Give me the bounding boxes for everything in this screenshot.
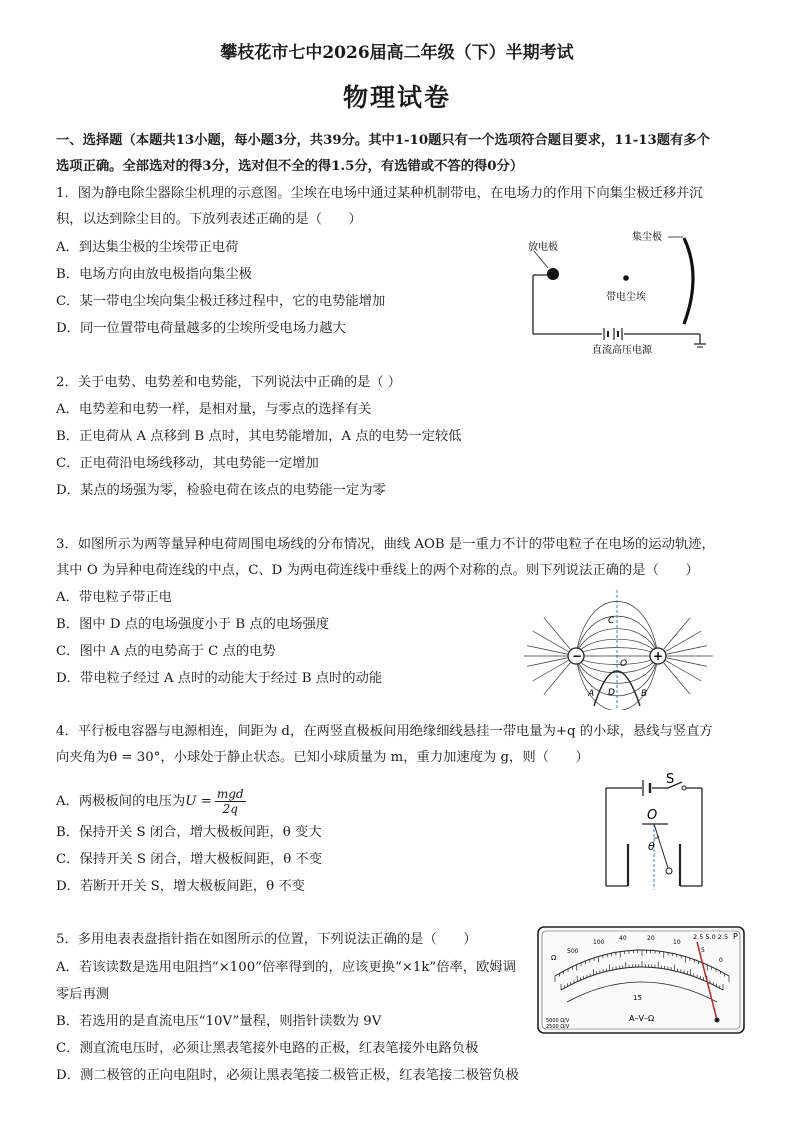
q4-formula-numerator: mgd xyxy=(216,787,244,801)
q3-field-line xyxy=(544,663,570,694)
q4-option-b: B．保持开关 S 闭合，增大极板间距，θ 变大 xyxy=(56,825,322,840)
q3-label-o: O xyxy=(620,659,628,669)
q5-option-a-line1: A．若该读数是选用电阻挡“×100”倍率得到的，应该更换“×1k”倍率，欧姆调 xyxy=(56,960,516,975)
q5-mode-label: A–V–Ω xyxy=(629,1014,655,1023)
q5-stem: 5．多用电表表盘指针指在如图所示的位置，下列说法正确的是（ ） xyxy=(56,932,477,947)
q3-stem-line1: 3．如图所示为两等量异种电荷周围电场线的分布情况，曲线 AOB 是一重力不计的带电粒子在电场的运动轨迹， xyxy=(56,537,715,552)
q1-dust-particle xyxy=(623,275,629,281)
q5-scale-label-10: 10 xyxy=(673,939,681,946)
q5-option-d: D．测二极管的正向电阻时，必须让黑表笔接二极管正极，红表笔接二极管负极 xyxy=(56,1068,519,1083)
q3-label-c: C xyxy=(608,616,615,626)
q5-corner-label: 2.5 5.0 2.5 xyxy=(693,933,729,941)
q5-option-b: B．若选用的是直流电压“10V”量程，则指针读数为 9V xyxy=(56,1014,382,1029)
q4-option-c: C．保持开关 S 闭合，增大极板间距，θ 不变 xyxy=(56,852,323,867)
q4-label-s: S xyxy=(666,772,675,787)
q5-ohm-symbol: Ω xyxy=(551,954,557,962)
q5-scale-label-0: 0 xyxy=(719,957,723,964)
q4-thread xyxy=(654,824,668,868)
q3-label-d: D xyxy=(608,688,615,698)
q4-option-a-prefix: A．两极板间的电压为 xyxy=(56,794,186,809)
q1-emitter-electrode xyxy=(547,268,559,280)
q5-spec-line1: 5000 Ω/V xyxy=(546,1018,570,1024)
q5-scale-label-40: 40 xyxy=(619,935,627,942)
q1-label-pointer xyxy=(534,251,548,268)
q1-label-emitter: 放电极 xyxy=(528,242,558,253)
q4-formula-fraction xyxy=(215,787,246,816)
q1-label-dust: 带电尘埃 xyxy=(606,292,646,303)
q1-collector-electrode xyxy=(684,238,693,324)
q5-scale-label-5: 5 xyxy=(701,947,705,954)
q1-stem-line2: 积，以达到除尘目的。下放列表述正确的是（ ） xyxy=(56,212,362,227)
q3-option-b: B．图中 D 点的电场强度小于 B 点的电场强度 xyxy=(56,617,330,632)
q3-stem-line2: 其中 O 为异种电荷连线的中点，C、D 为两电荷连线中垂线上的两个对称的点。则下列说法正确的是（ ） xyxy=(56,563,699,578)
section-instructions-line1: 一、选择题（本题共13小题，每小题3分，共39分。其中1-10题只有一个选项符合题目要求，11-13题有多个 xyxy=(56,133,710,148)
q3-field-line xyxy=(664,663,690,694)
q3-option-c: C．图中 A 点的电势高于 C 点的电势 xyxy=(56,644,276,659)
q3-field-line xyxy=(544,618,570,649)
q1-label-collector: 集尘极 xyxy=(632,232,662,243)
q4-formula-denominator: 2q xyxy=(222,802,238,816)
exam-subject: 物理试卷 xyxy=(342,83,451,112)
exam-title: 攀枝花市七中2026届高二年级（下）半期考试 xyxy=(220,43,574,63)
q3-label-a: A xyxy=(588,689,595,699)
q2-option-c: C．正电荷沿电场线移动，其电势能一定增加 xyxy=(56,456,319,471)
q5-p-label: P xyxy=(733,932,738,941)
q5-needle-pivot xyxy=(715,1018,720,1023)
q4-option-d: D．若断开开关 S，增大极板间距，θ 不变 xyxy=(56,879,305,894)
q4-charged-ball xyxy=(666,868,672,874)
q1-option-a: A．到达集尘极的尘埃带正电荷 xyxy=(56,240,239,255)
q3-field-line xyxy=(664,618,690,649)
q2-option-d: D．某点的场强为零，检验电荷在该点的电势能一定为零 xyxy=(56,483,386,498)
q5-scale-label-100: 100 xyxy=(593,939,605,946)
q5-spec-line2: 2500 Ω/V xyxy=(546,1024,570,1030)
q3-pos-sign: + xyxy=(653,649,664,663)
q3-field-line xyxy=(667,658,707,667)
q4-label-theta: θ xyxy=(648,840,655,853)
q3-option-a: A．带电粒子带正电 xyxy=(56,590,172,605)
q3-field-line xyxy=(666,631,702,652)
q1-option-b: B．电场方向由放电极指向集尘极 xyxy=(56,267,252,282)
q2-stem: 2．关于电势、电势差和电势能，下列说法中正确的是（ ） xyxy=(56,375,402,390)
q4-switch-contact xyxy=(682,786,686,790)
q4-stem-line1: 4．平行板电容器与电源相连，间距为 d，在两竖直极板间用绝缘细线悬挂一带电量为+q 的小球，悬线与竖直方 xyxy=(56,724,713,739)
q3-neg-sign: − xyxy=(572,649,583,663)
q4-formula-lhs: U = xyxy=(185,794,212,809)
q5-option-a-line2: 零后再测 xyxy=(56,987,110,1002)
q4-capacitor-figure xyxy=(598,768,718,892)
q1-label-source: 直流高压电源 xyxy=(592,345,652,356)
q5-scale-label-500: 500 xyxy=(567,948,579,955)
q1-stem-line1: 1．图为静电除尘器除尘机理的示意图。尘埃在电场中通过某种机制带电，在电场力的作用下向集尘极迁移并沉 xyxy=(56,186,703,201)
q3-field-line xyxy=(527,646,567,655)
q1-option-d: D．同一位置带电荷量越多的尘埃所受电场力越大 xyxy=(56,321,346,336)
q3-option-d: D．带电粒子经过 A 点时的动能大于经过 B 点时的动能 xyxy=(56,671,383,686)
q3-field-line xyxy=(533,661,569,682)
q2-option-b: B．正电荷从 A 点移到 B 点时，其电势能增加，A 点的电势一定较低 xyxy=(56,429,462,444)
q5-scale-label-15: 15 xyxy=(633,994,642,1002)
q2-option-a: A．电势差和电势一样，是相对量，与零点的选择有关 xyxy=(56,402,372,417)
q5-multimeter-figure xyxy=(537,926,745,1034)
q3-field-line xyxy=(666,661,702,682)
q3-field-line xyxy=(533,631,569,652)
q3-field-line xyxy=(527,658,567,667)
q4-label-o: O xyxy=(647,808,658,823)
q3-field-lines-figure xyxy=(520,588,720,710)
section-instructions-line2: 选项正确。全部选对的得3分，选对但不全的得1.5分，有选错或不答的得0分） xyxy=(56,159,524,174)
q4-stem-line2: 向夹角为θ = 30°，小球处于静止状态。已知小球质量为 m，重力加速度为 g，则（ ） xyxy=(56,750,589,765)
q5-option-c: C．测直流电压时，必须让黑表笔接外电路的正极，红表笔接外电路负极 xyxy=(56,1041,479,1056)
q1-precipitator-figure xyxy=(520,226,720,360)
q3-field-line xyxy=(667,646,707,655)
q3-label-b: B xyxy=(641,689,648,699)
q5-scale-label-20: 20 xyxy=(647,935,655,942)
q1-option-c: C．某一带电尘埃向集尘极迁移过程中，它的电势能增加 xyxy=(56,294,386,309)
q4-option-a xyxy=(56,787,246,816)
